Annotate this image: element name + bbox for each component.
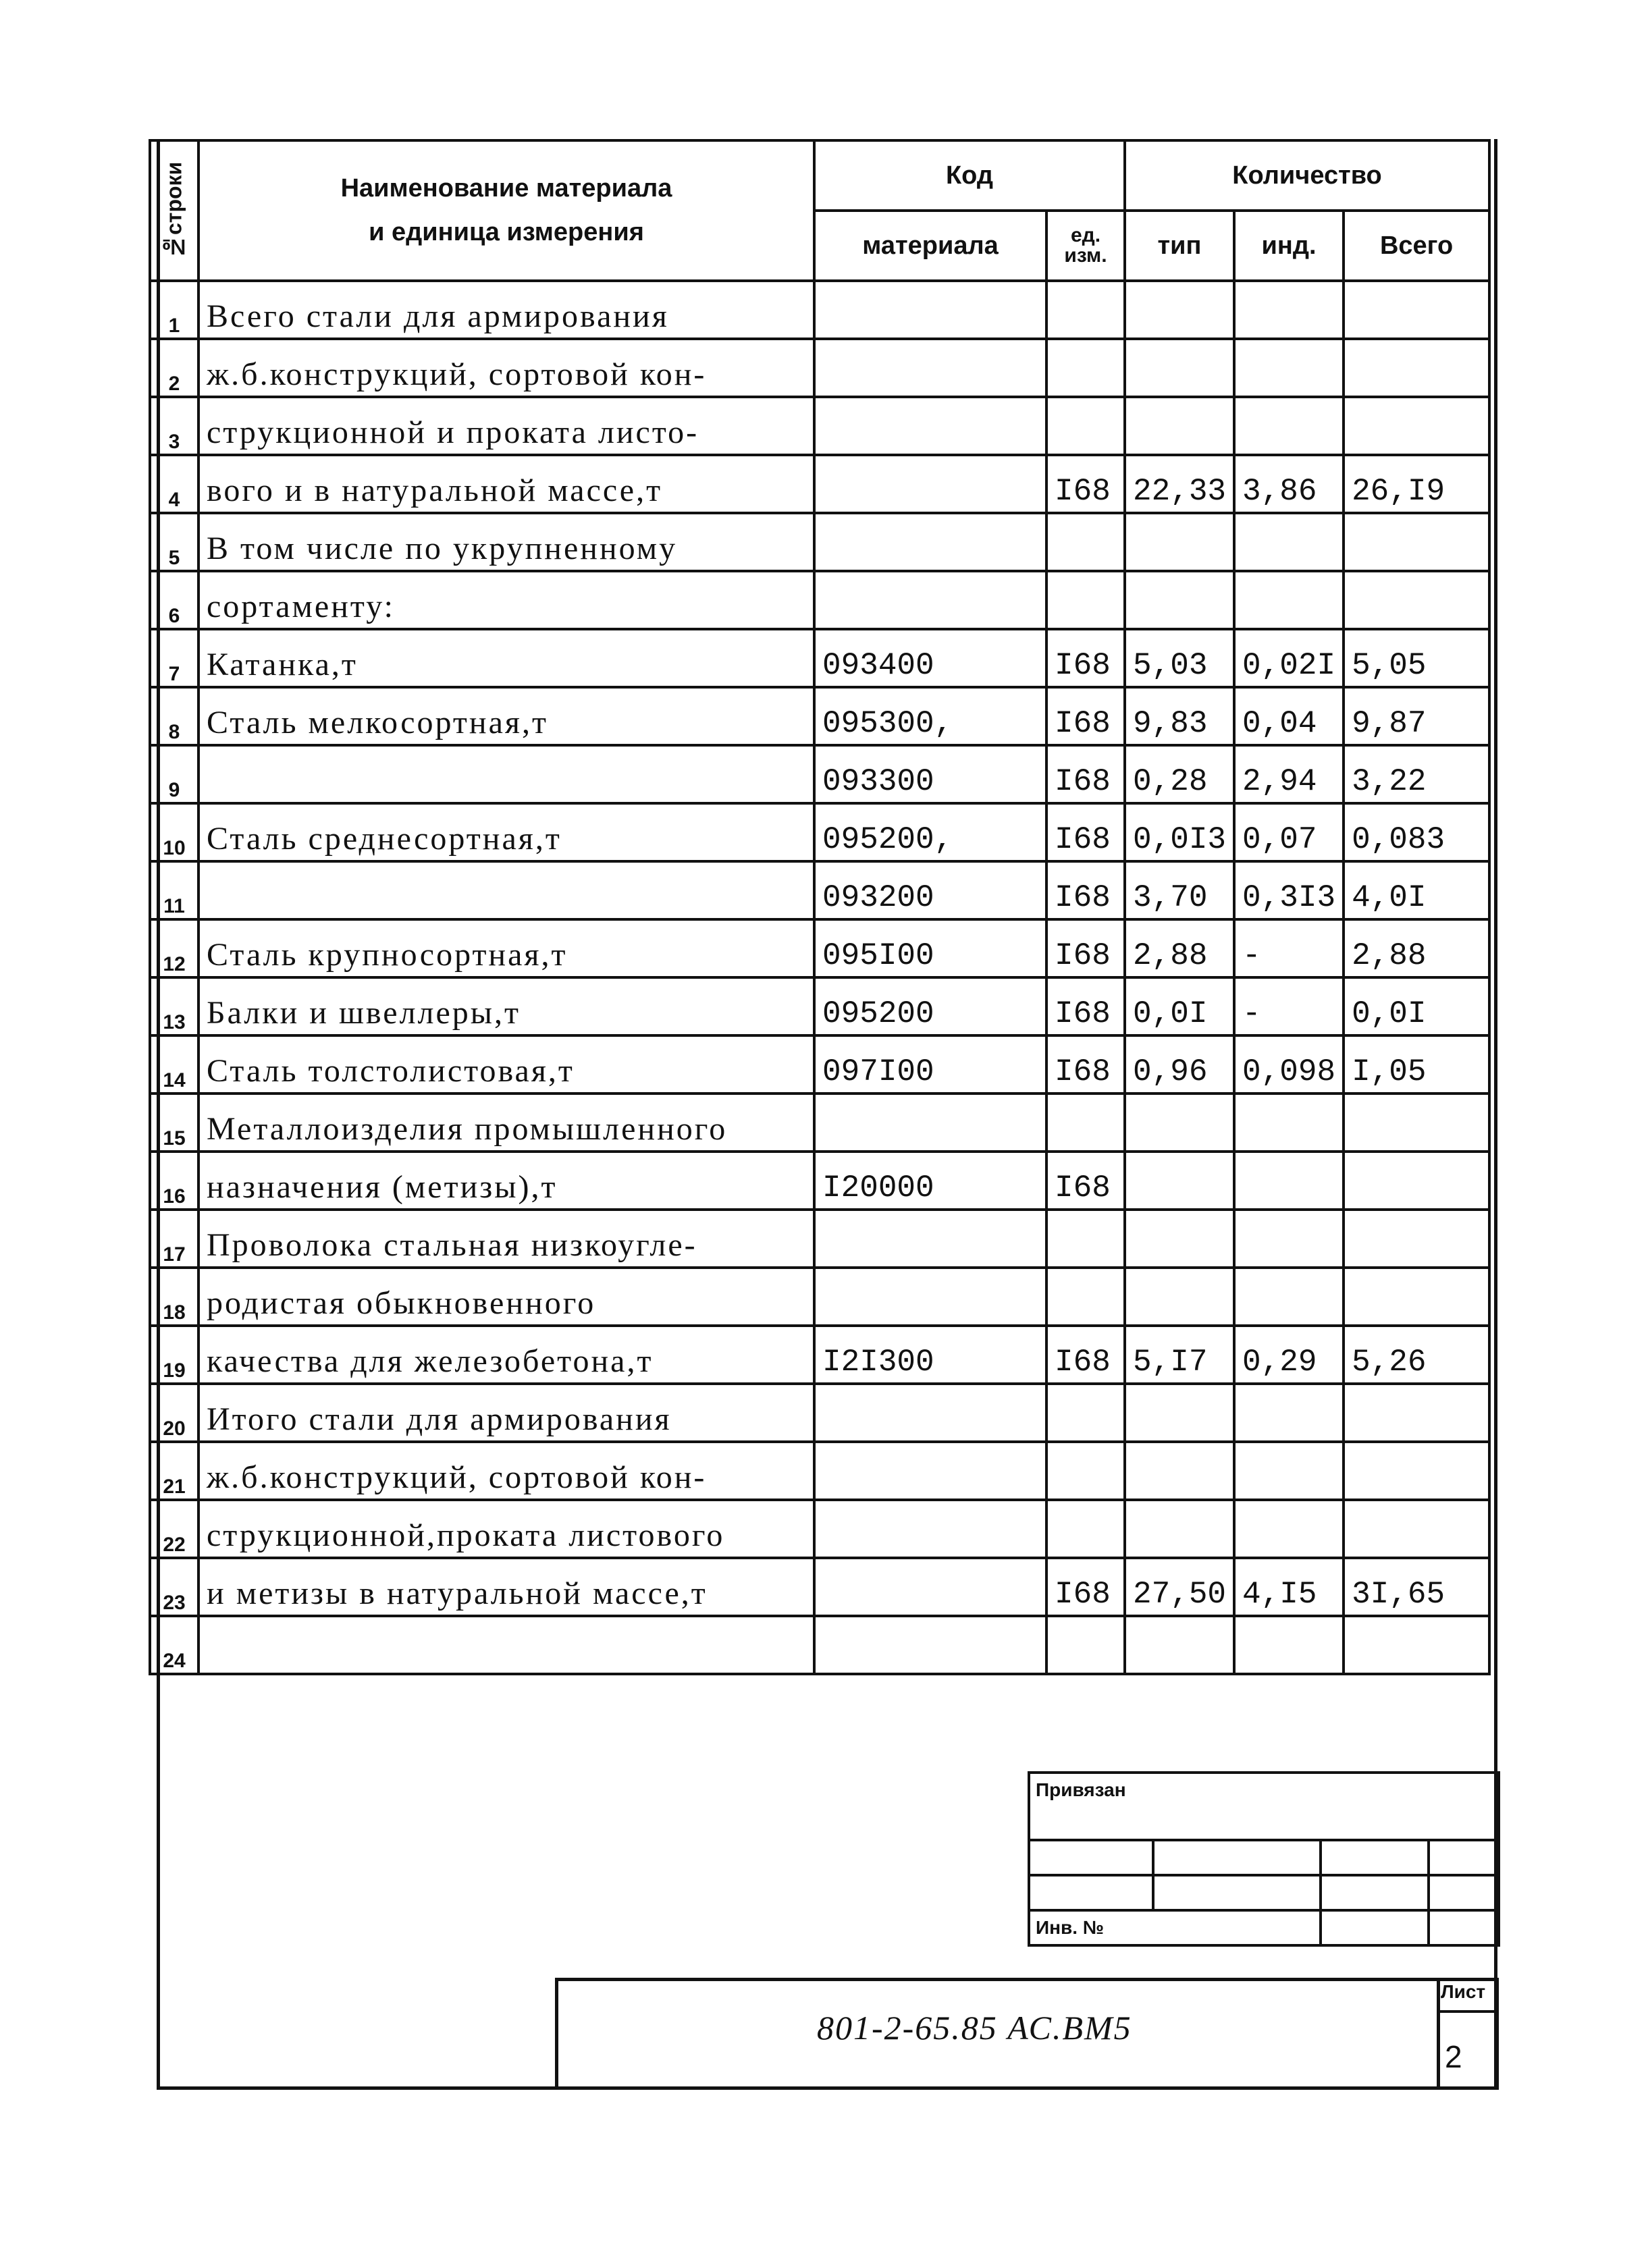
row-number: 9 [150, 745, 198, 803]
row-number: 3 [150, 397, 198, 455]
row-material-code [814, 397, 1046, 455]
row-name: струкционной,проката листового [198, 1500, 814, 1558]
table-row [150, 745, 1489, 803]
row-ind: - [1234, 977, 1344, 1035]
row-name: Катанка,т [198, 629, 814, 687]
row-total [1344, 1152, 1489, 1210]
row-number: 20 [150, 1384, 198, 1442]
row-number: 19 [150, 1326, 198, 1384]
row-material-code [814, 571, 1046, 629]
row-total: I,05 [1344, 1035, 1489, 1094]
row-total: 5,05 [1344, 629, 1489, 687]
row-total: 4,0I [1344, 861, 1489, 919]
row-ind [1234, 1616, 1344, 1674]
row-number: 12 [150, 919, 198, 977]
row-name: Сталь мелкосортная,т [198, 687, 814, 745]
row-number: 21 [150, 1442, 198, 1500]
table-row [150, 455, 1489, 513]
row-name: Сталь крупносортная,т [198, 919, 814, 977]
row-total [1344, 281, 1489, 339]
row-name: В том числе по укрупненному [198, 513, 814, 571]
row-material-code: 095200 [814, 977, 1046, 1035]
row-unit [1046, 339, 1125, 397]
row-total: 5,26 [1344, 1326, 1489, 1384]
row-name: сортаменту: [198, 571, 814, 629]
row-unit [1046, 1500, 1125, 1558]
total-header: Всего [1344, 211, 1489, 281]
ind-header: инд. [1234, 211, 1344, 281]
table-row [150, 339, 1489, 397]
row-typ [1125, 1442, 1234, 1500]
row-name: и метизы в натуральной массе,т [198, 1558, 814, 1616]
row-total [1344, 1210, 1489, 1268]
row-ind [1234, 1268, 1344, 1326]
row-typ: 27,50 [1125, 1558, 1234, 1616]
row-typ [1125, 397, 1234, 455]
row-typ: 5,03 [1125, 629, 1234, 687]
row-total [1344, 339, 1489, 397]
row-ind: 3,86 [1234, 455, 1344, 513]
row-total [1344, 1500, 1489, 1558]
row-total [1344, 1442, 1489, 1500]
row-ind [1234, 1152, 1344, 1210]
row-material-code: 097I00 [814, 1035, 1046, 1094]
row-ind: 0,29 [1234, 1326, 1344, 1384]
row-material-code [814, 1210, 1046, 1268]
row-typ: 0,0I [1125, 977, 1234, 1035]
row-total [1344, 1094, 1489, 1152]
row-material-code: 095200, [814, 803, 1046, 861]
row-unit [1046, 281, 1125, 339]
row-unit [1046, 397, 1125, 455]
row-ind: 0,02I [1234, 629, 1344, 687]
row-ind [1234, 281, 1344, 339]
row-material-code [814, 1268, 1046, 1326]
row-name: Итого стали для армирования [198, 1384, 814, 1442]
table-row [150, 977, 1489, 1035]
row-total [1344, 1384, 1489, 1442]
typ-header: тип [1125, 211, 1234, 281]
row-total: 26,I9 [1344, 455, 1489, 513]
row-name: Сталь среднесортная,т [198, 803, 814, 861]
row-total [1344, 397, 1489, 455]
row-typ [1125, 1094, 1234, 1152]
row-total [1344, 1268, 1489, 1326]
row-total: 0,0I [1344, 977, 1489, 1035]
row-total: 3I,65 [1344, 1558, 1489, 1616]
row-number: 15 [150, 1094, 198, 1152]
row-name: ж.б.конструкций, сортовой кон- [198, 339, 814, 397]
table-row [150, 1326, 1489, 1384]
row-ind: 2,94 [1234, 745, 1344, 803]
name-header-line2: и единица измерения [369, 218, 644, 246]
quantity-header: Количество [1125, 140, 1489, 211]
row-total: 0,083 [1344, 803, 1489, 861]
table-row [150, 629, 1489, 687]
row-ind [1234, 571, 1344, 629]
row-material-code [814, 281, 1046, 339]
document-code: 801-2-65.85 АС.ВМ5 [817, 2009, 1132, 2047]
table-row [150, 919, 1489, 977]
row-name: Балки и швеллеры,т [198, 977, 814, 1035]
row-unit: I68 [1046, 861, 1125, 919]
row-name: назначения (метизы),т [198, 1152, 814, 1210]
row-number: 22 [150, 1500, 198, 1558]
row-number-header: №строки [150, 140, 198, 281]
stamp-table [1028, 1771, 1500, 1947]
table-row [150, 397, 1489, 455]
table-row [150, 281, 1489, 339]
row-ind [1234, 339, 1344, 397]
row-total: 3,22 [1344, 745, 1489, 803]
row-ind [1234, 1500, 1344, 1558]
row-typ [1125, 1616, 1234, 1674]
row-material-code [814, 1442, 1046, 1500]
table-row [150, 513, 1489, 571]
row-typ [1125, 1384, 1234, 1442]
name-header-line1: Наименование материала [340, 174, 672, 202]
table-row [150, 1384, 1489, 1442]
row-typ: 0,0I3 [1125, 803, 1234, 861]
row-name [198, 1616, 814, 1674]
row-typ: 3,70 [1125, 861, 1234, 919]
row-unit [1046, 513, 1125, 571]
row-unit: I68 [1046, 745, 1125, 803]
row-material-code: I20000 [814, 1152, 1046, 1210]
row-ind [1234, 1210, 1344, 1268]
row-unit: I68 [1046, 629, 1125, 687]
table-body [150, 281, 1489, 1674]
table-row [150, 861, 1489, 919]
row-number: 1 [150, 281, 198, 339]
row-number: 10 [150, 803, 198, 861]
row-typ [1125, 1500, 1234, 1558]
table-row [150, 1442, 1489, 1500]
row-total [1344, 571, 1489, 629]
row-material-code [814, 1616, 1046, 1674]
row-number: 11 [150, 861, 198, 919]
row-unit [1046, 1442, 1125, 1500]
row-material-code [814, 1558, 1046, 1616]
row-ind [1234, 1442, 1344, 1500]
table-row [150, 1558, 1489, 1616]
row-name: качества для железобетона,т [198, 1326, 814, 1384]
row-typ: 9,83 [1125, 687, 1234, 745]
row-ind: 0,3I3 [1234, 861, 1344, 919]
table-row [150, 1616, 1489, 1674]
row-material-code: 095I00 [814, 919, 1046, 977]
row-material-code [814, 455, 1046, 513]
row-typ [1125, 571, 1234, 629]
row-typ [1125, 1210, 1234, 1268]
table-row [150, 1268, 1489, 1326]
row-material-code: 093400 [814, 629, 1046, 687]
row-unit [1046, 571, 1125, 629]
row-name: Проволока стальная низкоугле- [198, 1210, 814, 1268]
row-name [198, 861, 814, 919]
row-unit: I68 [1046, 1035, 1125, 1094]
sheet-number: 2 [1445, 2039, 1462, 2074]
row-unit: I68 [1046, 687, 1125, 745]
row-number: 4 [150, 455, 198, 513]
table-row [150, 571, 1489, 629]
row-typ: 0,96 [1125, 1035, 1234, 1094]
row-name: вого и в натуральной массе,т [198, 455, 814, 513]
sheet-label: Лист [1441, 1981, 1486, 2002]
row-typ: 0,28 [1125, 745, 1234, 803]
row-material-code: 093300 [814, 745, 1046, 803]
row-ind [1234, 513, 1344, 571]
table-row [150, 1152, 1489, 1210]
row-number: 13 [150, 977, 198, 1035]
row-unit: I68 [1046, 1558, 1125, 1616]
row-ind: 0,098 [1234, 1035, 1344, 1094]
row-unit [1046, 1094, 1125, 1152]
row-name: струкционной и проката листо- [198, 397, 814, 455]
code-header: Код [814, 140, 1125, 211]
row-number: 16 [150, 1152, 198, 1210]
row-material-code [814, 339, 1046, 397]
row-unit [1046, 1616, 1125, 1674]
row-number: 14 [150, 1035, 198, 1094]
row-total [1344, 1616, 1489, 1674]
row-unit: I68 [1046, 455, 1125, 513]
row-unit: I68 [1046, 1152, 1125, 1210]
row-ind: 0,04 [1234, 687, 1344, 745]
material-code-header: материала [814, 211, 1046, 281]
row-name: родистая обыкновенного [198, 1268, 814, 1326]
row-unit [1046, 1268, 1125, 1326]
row-typ: 5,I7 [1125, 1326, 1234, 1384]
row-total: 9,87 [1344, 687, 1489, 745]
row-number: 7 [150, 629, 198, 687]
row-material-code: I2I300 [814, 1326, 1046, 1384]
row-number: 2 [150, 339, 198, 397]
row-number: 6 [150, 571, 198, 629]
row-unit: I68 [1046, 977, 1125, 1035]
row-name: Сталь толстолистовая,т [198, 1035, 814, 1094]
row-typ [1125, 513, 1234, 571]
row-ind [1234, 1094, 1344, 1152]
row-total: 2,88 [1344, 919, 1489, 977]
table-row [150, 1035, 1489, 1094]
row-number: 18 [150, 1268, 198, 1326]
table-row [150, 1094, 1489, 1152]
row-unit: I68 [1046, 803, 1125, 861]
row-material-code [814, 513, 1046, 571]
row-material-code [814, 1500, 1046, 1558]
table-row [150, 1210, 1489, 1268]
row-total [1344, 513, 1489, 571]
row-number: 24 [150, 1616, 198, 1674]
row-ind: 0,07 [1234, 803, 1344, 861]
row-name: Металлоизделия промышленного [198, 1094, 814, 1152]
unit-header: ед. изм. [1046, 211, 1125, 281]
row-ind: - [1234, 919, 1344, 977]
row-number: 8 [150, 687, 198, 745]
row-ind [1234, 397, 1344, 455]
row-number: 23 [150, 1558, 198, 1616]
row-ind: 4,I5 [1234, 1558, 1344, 1616]
table-row [150, 1500, 1489, 1558]
table-row [150, 687, 1489, 745]
row-unit: I68 [1046, 1326, 1125, 1384]
attached-label: Привязан [1029, 1773, 1499, 1840]
row-typ: 22,33 [1125, 455, 1234, 513]
row-typ [1125, 1268, 1234, 1326]
row-number: 5 [150, 513, 198, 571]
row-material-code: 095300, [814, 687, 1046, 745]
row-material-code [814, 1094, 1046, 1152]
row-unit: I68 [1046, 919, 1125, 977]
row-typ [1125, 1152, 1234, 1210]
row-unit [1046, 1210, 1125, 1268]
row-name: Всего стали для армирования [198, 281, 814, 339]
row-typ: 2,88 [1125, 919, 1234, 977]
row-name: ж.б.конструкций, сортовой кон- [198, 1442, 814, 1500]
row-ind [1234, 1384, 1344, 1442]
row-material-code: 093200 [814, 861, 1046, 919]
materials-table [149, 139, 1491, 1675]
row-typ [1125, 281, 1234, 339]
row-name [198, 745, 814, 803]
row-number: 17 [150, 1210, 198, 1268]
row-typ [1125, 339, 1234, 397]
row-material-code [814, 1384, 1046, 1442]
inv-no-label: Инв. № [1029, 1910, 1321, 1945]
table-row [150, 803, 1489, 861]
row-unit [1046, 1384, 1125, 1442]
sheet-divider [1437, 2010, 1499, 2013]
name-header [198, 140, 814, 281]
